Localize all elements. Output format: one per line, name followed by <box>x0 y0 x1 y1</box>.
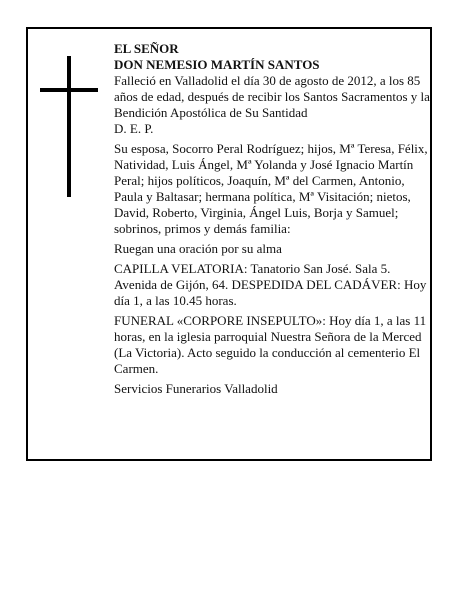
death-announcement: Falleció en Valladolid el día 30 de agosto de 2012, a los 85 años de edad, después de recibir los Santos Sacramentos y la Bendición Apostólica de Su Santidad <box>114 73 430 120</box>
cross-vertical-bar <box>67 56 71 197</box>
cross-horizontal-bar <box>40 88 98 92</box>
funeral-services: Servicios Funerarios Valladolid <box>114 381 278 396</box>
obituary-notice <box>26 27 432 461</box>
title-line-1: EL SEÑOR <box>114 41 179 56</box>
prayer-request: Ruegan una oración por su alma <box>114 241 282 256</box>
chapel-info: CAPILLA VELATORIA: Tanatorio San José. Sala 5. Avenida de Gijón, 64. DESPEDIDA DEL CADÁVER: Hoy día 1, a las 10.45 horas. <box>114 261 427 308</box>
funeral-info: FUNERAL «CORPORE INSEPULTO»: Hoy día 1, a las 11 horas, en la iglesia parroquial Nuestra Señora de la Merced (La Victoria). Acto seguido la conducción al cementerio El Carmen. <box>114 313 427 376</box>
obituary-text <box>114 41 434 397</box>
deceased-name: DON NEMESIO MARTÍN SANTOS <box>114 57 320 72</box>
family-list: Su esposa, Socorro Peral Rodríguez; hijos, Mª Teresa, Félix, Natividad, Luis Ángel, Mª Yolanda y José Ignacio Martín Peral; hijos políticos, Joaquín, Mª del Carmen, Antonio, Paula y Baltasar; hermana política, Mª Visitación; nietos, David, Roberto, Virginia, Ángel Luis, Borja y Samuel; sobrinos, primos y demás familia: <box>114 141 428 236</box>
dep-text: D. E. P. <box>114 121 154 136</box>
